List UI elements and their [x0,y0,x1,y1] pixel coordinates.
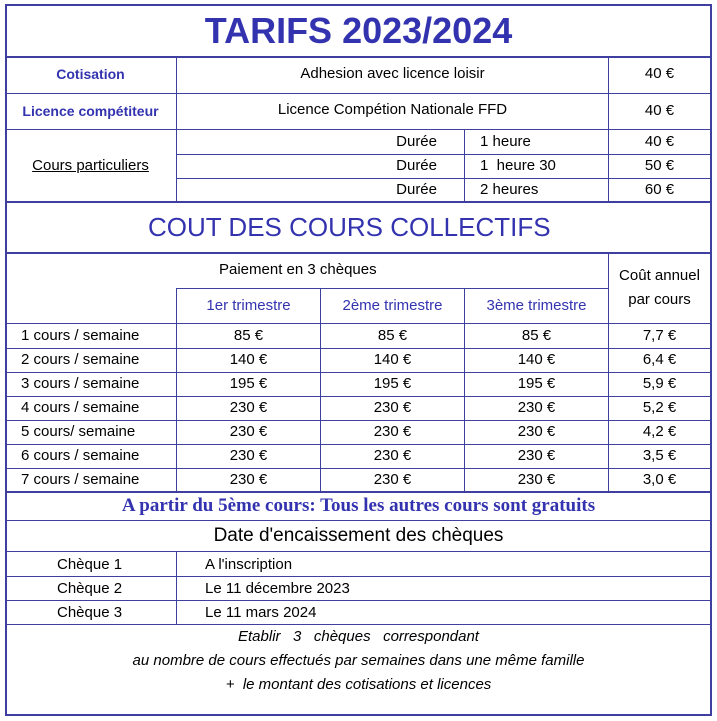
duration-value: 1 heure 30 [480,157,556,174]
term2-price: 140 € [373,351,412,368]
cheque-date: Le 11 décembre 2023 [205,580,350,597]
row-label: 2 cours / semaine [21,351,140,368]
cheques-heading: Date d'encaissement des chèques [213,525,504,546]
row-label: 1 cours / semaine [21,327,140,344]
cheque-label: Chèque 3 [57,604,123,621]
row-label: 3 cours / semaine [21,375,140,392]
footer-line-1: Etablir 3 chèques correspondant [238,628,479,645]
duration-price: 40 € [644,133,675,150]
duration-label: Durée [396,181,437,198]
cheque-date: Le 11 mars 2024 [205,604,317,621]
licence-description: Licence Compétion Nationale FFD [277,101,508,118]
annual-cost: 5,9 € [642,375,677,392]
row-label: 5 cours/ semaine [21,423,136,440]
duration-label: Durée [396,157,437,174]
annual-cost: 3,0 € [642,471,677,488]
term3-price: 230 € [517,423,556,440]
annual-cost: 5,2 € [642,399,677,416]
annual-header-line1: Coût annuel [619,267,700,284]
cheque-label: Chèque 1 [57,556,123,573]
collective-heading: COUT DES COURS COLLECTIFS [148,212,551,242]
term-header: 3ème trimestre [486,297,587,314]
term1-price: 230 € [229,471,268,488]
cheque-date: A l'inscription [205,556,293,573]
term2-price: 230 € [373,399,412,416]
term2-price: 85 € [377,327,408,344]
duration-value: 2 heures [480,181,539,198]
term1-price: 230 € [229,447,268,464]
term2-price: 195 € [373,375,412,392]
cotisation-price: 40 € [644,65,675,82]
annual-cost: 4,2 € [642,423,677,440]
row-label: 4 cours / semaine [21,399,140,416]
term2-price: 230 € [373,471,412,488]
term3-price: 85 € [521,327,552,344]
footer-line-2: au nombre de cours effectués par semaines dans une même famille [132,652,585,669]
term-header: 1er trimestre [206,297,291,314]
term3-price: 195 € [517,375,556,392]
annual-header-line2: par cours [628,291,691,308]
cheque-label: Chèque 2 [57,580,123,597]
term-header: 2ème trimestre [342,297,443,314]
term3-price: 230 € [517,399,556,416]
cotisation-label: Cotisation [56,66,125,82]
term1-price: 230 € [229,423,268,440]
annual-cost: 3,5 € [642,447,677,464]
term3-price: 140 € [517,351,556,368]
term1-price: 195 € [229,375,268,392]
private-lessons-label: Cours particuliers [32,157,149,174]
term1-price: 140 € [229,351,268,368]
cotisation-description: Adhesion avec licence loisir [300,65,485,82]
duration-label: Durée [396,133,437,150]
term2-price: 230 € [373,447,412,464]
page-title: TARIFS 2023/2024 [204,10,513,51]
licence-price: 40 € [644,102,675,119]
term1-price: 85 € [233,327,264,344]
duration-value: 1 heure [480,133,531,150]
row-label: 7 cours / semaine [21,471,140,488]
term3-price: 230 € [517,447,556,464]
duration-price: 50 € [644,157,675,174]
annual-cost: 7,7 € [642,327,677,344]
free-courses-note: A partir du 5ème cours: Tous les autres cours sont gratuits [121,495,596,516]
duration-price: 60 € [644,181,675,198]
licence-label: Licence compétiteur [22,103,159,119]
row-label: 6 cours / semaine [21,447,140,464]
footer-line-3: + le montant des cotisations et licences [225,676,492,693]
term1-price: 230 € [229,399,268,416]
term3-price: 230 € [517,471,556,488]
term2-price: 230 € [373,423,412,440]
annual-cost: 6,4 € [642,351,677,368]
payment-header: Paiement en 3 chèques [219,261,377,278]
